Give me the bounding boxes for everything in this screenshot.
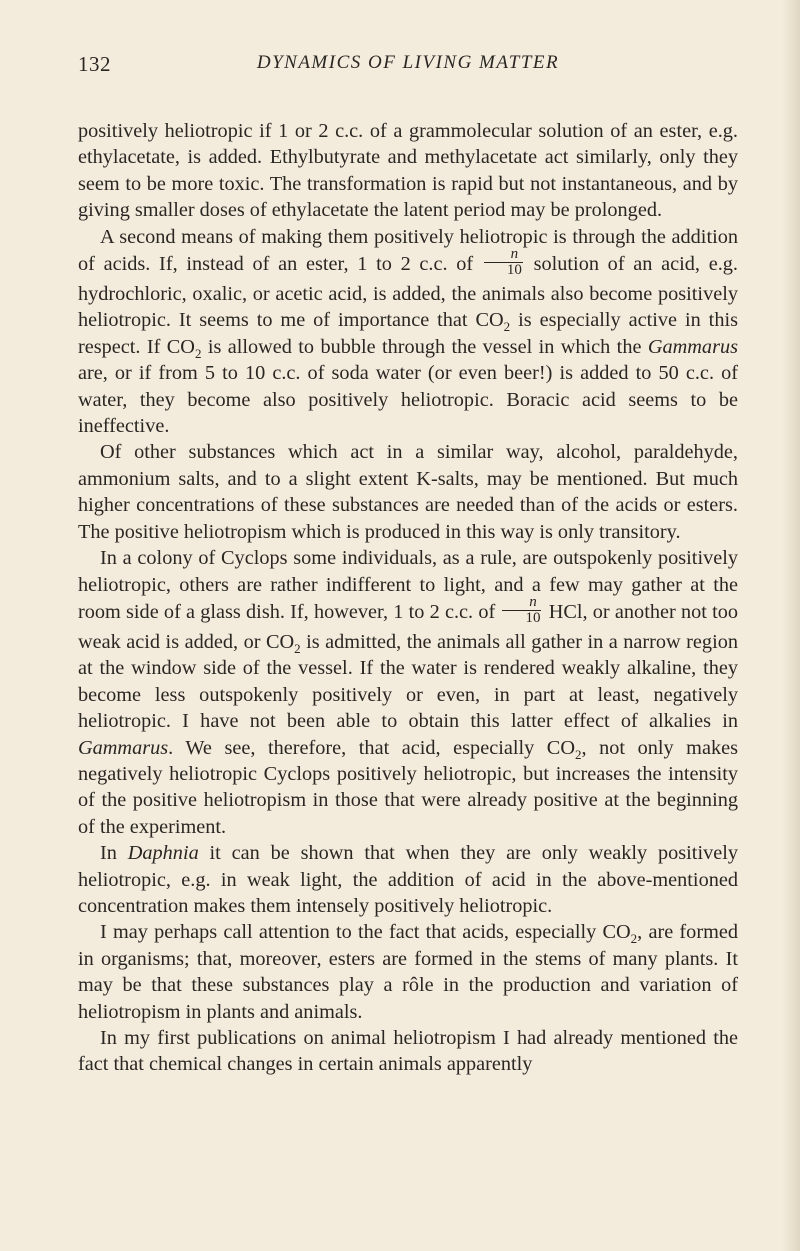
p1-text: positively heliotropic if 1 or 2 c.c. of a grammolecular solution of an ester, e.g. ethylacetate, is added. Ethylbutyrate and methylacetate act similarly, only they seem to be more toxic. The transformation is rapid but not instantaneous, and by giving smaller doses of ethylacetate the latent period may be prolonged.	[78, 120, 738, 222]
body-text	[78, 118, 738, 1078]
p6-text-b: , are formed in organisms; that, moreover, esters are formed in the stems of many plants. It may be that these substances play a rôle in the production and variation of heliotropism in plants and animals.	[78, 921, 738, 1023]
gammarus-italic: Gammarus	[647, 335, 738, 358]
paragraph-5	[78, 840, 738, 919]
p6-text-a: I may perhaps call attention to the fact that acids, especially CO	[100, 921, 631, 944]
p4-text-e: , not only makes negatively heliotropic Cyclops positively heliotropic, but increases the intensity of the positive heliotropism in those that were already positive at the beginning of the experiment.	[78, 736, 738, 838]
paragraph-2	[78, 224, 738, 440]
fraction-numerator: n	[502, 595, 541, 611]
page-number: 132	[78, 52, 111, 76]
fraction-denominator: 10	[525, 609, 541, 626]
fraction-n-over-10	[484, 247, 523, 278]
paragraph-4	[78, 545, 738, 840]
daphnia-italic: Daphnia	[127, 842, 199, 865]
fraction-n-over-10	[502, 595, 541, 626]
paragraph-3	[78, 439, 738, 545]
p4-text-c: is admitted, the animals all gather in a narrow region at the window side of the vessel. If the water is rendered weakly alkaline, they become less outspokenly positively or even, in part at least, negatively heliotropic. I have not been able to obtain this latter effect of alkalies in	[78, 630, 738, 733]
p3-text: Of other substances which act in a similar way, alcohol, paraldehyde, ammonium salts, and to a slight extent K-salts, may be mentioned. But much higher concentrations of these substances are needed than of the acids or esters. The positive heliotropism which is produced in this way is only transitory.	[78, 441, 738, 543]
gammarus-italic: Gammarus	[78, 736, 169, 759]
p2-text-e: are, or if from 5 to 10 c.c. of soda water (or even beer!) is added to 50 c.c. of water, they become also positively heliotropic. Boracic acid seems to be ineffective.	[78, 362, 738, 438]
p5-text-a: In	[100, 842, 128, 865]
co2-subscript: 2	[503, 319, 511, 335]
paragraph-6	[78, 919, 738, 1025]
co2-subscript: 2	[194, 345, 202, 361]
co2-subscript: 2	[630, 931, 638, 947]
running-title: DYNAMICS OF LIVING MATTER	[256, 52, 560, 73]
p7-text: In my first publications on animal heliotropism I had already mentioned the fact that chemical changes in certain animals apparently	[78, 1027, 738, 1076]
fraction-numerator: n	[484, 247, 523, 263]
p5-text-b: it can be shown that when they are only weakly positively heliotropic, e.g. in weak light, the addition of acid in the above-mentioned concentration makes them intensely positively heliotropic.	[78, 842, 738, 917]
p2-text-b: solution of an acid, e.g. hydrochloric, oxalic, or acetic acid, is added, the animals also become positively heliotropic. It seems to me of importance that CO	[78, 253, 738, 332]
p2-text-c: is especially active in this respect. If CO	[78, 309, 738, 358]
paragraph-1	[78, 118, 738, 224]
p4-text-d: . We see, therefore, that acid, especially CO	[168, 736, 575, 759]
p4-text-a: In a colony of Cyclops some individuals, as a rule, are outspokenly positively heliotropic, others are rather indifferent to light, and a few may gather at the room side of a glass dish. If, however, 1 to 2 c.c. of	[78, 547, 738, 624]
p2-text-d: is allowed to bubble through the vessel in which the	[201, 335, 648, 358]
p4-text-b: HCl, or another not too weak acid is added, or CO	[78, 601, 738, 653]
co2-subscript: 2	[574, 746, 582, 762]
p2-text-a: A second means of making them positively heliotropic is through the addition of acids. If, instead of an ester, 1 to 2 c.c. of	[78, 225, 738, 276]
page-header	[78, 52, 738, 82]
paragraph-7	[78, 1025, 738, 1078]
fraction-denominator: 10	[506, 262, 522, 279]
page-edge-shadow	[782, 0, 800, 1251]
co2-subscript: 2	[294, 640, 301, 656]
